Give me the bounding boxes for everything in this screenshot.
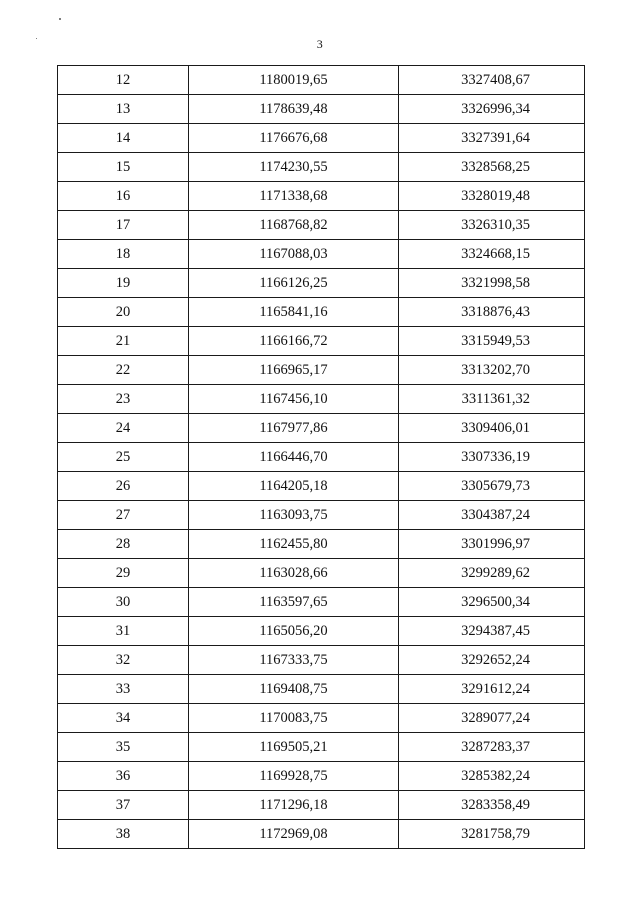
table-row (58, 733, 585, 762)
x-coordinate-cell: 1171296,18 (189, 791, 399, 820)
y-coordinate-cell: 3326310,35 (399, 211, 585, 240)
table-row (58, 820, 585, 849)
y-coordinate-cell: 3328019,48 (399, 182, 585, 211)
x-coordinate-cell: 1180019,65 (189, 66, 399, 95)
x-coordinate-cell: 1169408,75 (189, 675, 399, 704)
y-coordinate-cell: 3315949,53 (399, 327, 585, 356)
point-number-cell: 18 (58, 240, 189, 269)
point-number-cell: 38 (58, 820, 189, 849)
point-number-cell: 16 (58, 182, 189, 211)
y-coordinate-cell: 3327391,64 (399, 124, 585, 153)
x-coordinate-cell: 1168768,82 (189, 211, 399, 240)
table-row (58, 501, 585, 530)
point-number-cell: 12 (58, 66, 189, 95)
point-number-cell: 35 (58, 733, 189, 762)
y-coordinate-cell: 3287283,37 (399, 733, 585, 762)
x-coordinate-cell: 1170083,75 (189, 704, 399, 733)
point-number-cell: 29 (58, 559, 189, 588)
y-coordinate-cell: 3291612,24 (399, 675, 585, 704)
y-coordinate-cell: 3311361,32 (399, 385, 585, 414)
x-coordinate-cell: 1165841,16 (189, 298, 399, 327)
point-number-cell: 22 (58, 356, 189, 385)
table-row (58, 791, 585, 820)
y-coordinate-cell: 3299289,62 (399, 559, 585, 588)
x-coordinate-cell: 1178639,48 (189, 95, 399, 124)
point-number-cell: 26 (58, 472, 189, 501)
y-coordinate-cell: 3321998,58 (399, 269, 585, 298)
y-coordinate-cell: 3307336,19 (399, 443, 585, 472)
x-coordinate-cell: 1166446,70 (189, 443, 399, 472)
x-coordinate-cell: 1163093,75 (189, 501, 399, 530)
x-coordinate-cell: 1169928,75 (189, 762, 399, 791)
x-coordinate-cell: 1166126,25 (189, 269, 399, 298)
y-coordinate-cell: 3301996,97 (399, 530, 585, 559)
x-coordinate-cell: 1174230,55 (189, 153, 399, 182)
table-row (58, 414, 585, 443)
x-coordinate-cell: 1163028,66 (189, 559, 399, 588)
y-coordinate-cell: 3309406,01 (399, 414, 585, 443)
coordinates-table (57, 65, 585, 849)
y-coordinate-cell: 3294387,45 (399, 617, 585, 646)
table-row (58, 240, 585, 269)
point-number-cell: 27 (58, 501, 189, 530)
x-coordinate-cell: 1165056,20 (189, 617, 399, 646)
y-coordinate-cell: 3328568,25 (399, 153, 585, 182)
y-coordinate-cell: 3305679,73 (399, 472, 585, 501)
table-row (58, 675, 585, 704)
y-coordinate-cell: 3283358,49 (399, 791, 585, 820)
y-coordinate-cell: 3304387,24 (399, 501, 585, 530)
x-coordinate-cell: 1167456,10 (189, 385, 399, 414)
point-number-cell: 30 (58, 588, 189, 617)
x-coordinate-cell: 1167333,75 (189, 646, 399, 675)
y-coordinate-cell: 3327408,67 (399, 66, 585, 95)
point-number-cell: 33 (58, 675, 189, 704)
point-number-cell: 17 (58, 211, 189, 240)
point-number-cell: 14 (58, 124, 189, 153)
table-row (58, 704, 585, 733)
table-row (58, 443, 585, 472)
table-row (58, 124, 585, 153)
table-row (58, 327, 585, 356)
y-coordinate-cell: 3281758,79 (399, 820, 585, 849)
y-coordinate-cell: 3296500,34 (399, 588, 585, 617)
point-number-cell: 19 (58, 269, 189, 298)
point-number-cell: 34 (58, 704, 189, 733)
table-row (58, 298, 585, 327)
x-coordinate-cell: 1167088,03 (189, 240, 399, 269)
table-row (58, 588, 585, 617)
table-row (58, 559, 585, 588)
y-coordinate-cell: 3313202,70 (399, 356, 585, 385)
table-row (58, 472, 585, 501)
table-row (58, 211, 585, 240)
x-coordinate-cell: 1164205,18 (189, 472, 399, 501)
page-number: 3 (316, 37, 324, 51)
y-coordinate-cell: 3285382,24 (399, 762, 585, 791)
coordinates-table-body (58, 66, 585, 849)
x-coordinate-cell: 1163597,65 (189, 588, 399, 617)
x-coordinate-cell: 1162455,80 (189, 530, 399, 559)
y-coordinate-cell: 3292652,24 (399, 646, 585, 675)
point-number-cell: 31 (58, 617, 189, 646)
table-row (58, 356, 585, 385)
x-coordinate-cell: 1166166,72 (189, 327, 399, 356)
table-row (58, 153, 585, 182)
point-number-cell: 24 (58, 414, 189, 443)
y-coordinate-cell: 3289077,24 (399, 704, 585, 733)
point-number-cell: 32 (58, 646, 189, 675)
table-row (58, 617, 585, 646)
table-row (58, 530, 585, 559)
point-number-cell: 13 (58, 95, 189, 124)
table-row (58, 385, 585, 414)
point-number-cell: 20 (58, 298, 189, 327)
y-coordinate-cell: 3326996,34 (399, 95, 585, 124)
table-row (58, 646, 585, 675)
x-coordinate-cell: 1172969,08 (189, 820, 399, 849)
point-number-cell: 37 (58, 791, 189, 820)
x-coordinate-cell: 1176676,68 (189, 124, 399, 153)
point-number-cell: 28 (58, 530, 189, 559)
x-coordinate-cell: 1166965,17 (189, 356, 399, 385)
point-number-cell: 21 (58, 327, 189, 356)
point-number-cell: 23 (58, 385, 189, 414)
y-coordinate-cell: 3318876,43 (399, 298, 585, 327)
y-coordinate-cell: 3324668,15 (399, 240, 585, 269)
x-coordinate-cell: 1169505,21 (189, 733, 399, 762)
point-number-cell: 36 (58, 762, 189, 791)
table-row (58, 269, 585, 298)
table-row (58, 66, 585, 95)
scan-speck (59, 18, 61, 20)
point-number-cell: 15 (58, 153, 189, 182)
point-number-cell: 25 (58, 443, 189, 472)
table-row (58, 95, 585, 124)
table-row (58, 762, 585, 791)
x-coordinate-cell: 1167977,86 (189, 414, 399, 443)
table-row (58, 182, 585, 211)
x-coordinate-cell: 1171338,68 (189, 182, 399, 211)
